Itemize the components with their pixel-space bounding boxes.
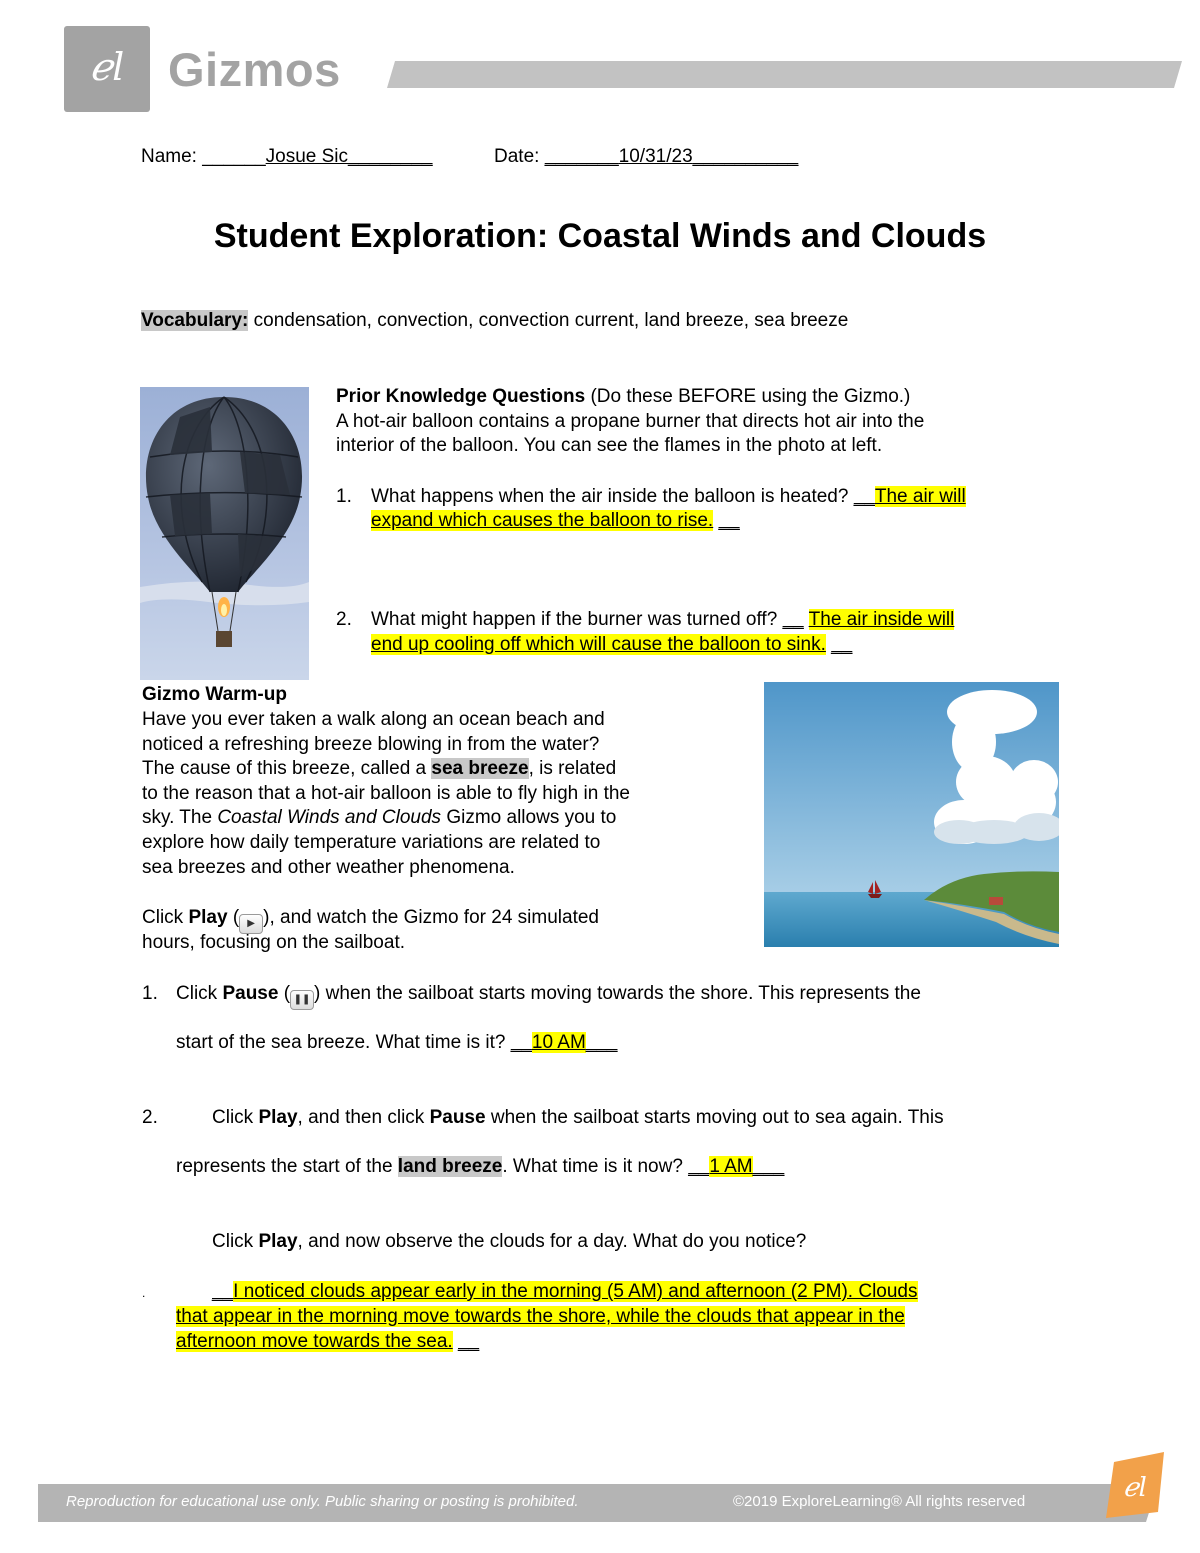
warmup-line-1: Have you ever taken a walk along an ocean beach and xyxy=(142,709,605,730)
prior-q2-answer: The air inside will xyxy=(808,609,955,630)
vocabulary-terms: condensation, convection, convection current, land breeze, sea breeze xyxy=(253,310,849,331)
warmup-line-6: explore how daily temperature variations are related to xyxy=(142,832,601,853)
prior-q1-answer: The air will xyxy=(874,486,966,507)
question-3-answer: I noticed clouds appear early in the morning (5 AM) and afternoon (2 PM). Clouds xyxy=(233,1281,918,1302)
question-2-line-2: represents the start of the land breeze. What time is it now? __1 AM___ xyxy=(176,1156,785,1177)
prior-q2-line-1: What might happen if the burner was turned off? __ The air inside will xyxy=(371,609,955,630)
vocabulary-line xyxy=(141,309,848,333)
question-1-line-2: start of the sea breeze. What time is it? __10 AM___ xyxy=(176,1032,618,1053)
prior-intro-line-1: A hot-air balloon contains a propane burner that directs hot air into the xyxy=(336,411,925,432)
prior-knowledge-heading: Prior Knowledge Questions (Do these BEFORE using the Gizmo.) xyxy=(336,386,911,407)
question-1-number: 1. xyxy=(142,983,158,1004)
question-2-answer: 1 AM xyxy=(709,1156,753,1177)
coastal-scene-image xyxy=(764,682,1059,947)
pause-icon: ❚❚ xyxy=(290,990,314,1010)
student-name: Josue Sic xyxy=(265,146,349,167)
explorelearning-logo-icon: ℯl xyxy=(89,45,125,89)
warmup-line-3: The cause of this breeze, called a sea breeze, is related xyxy=(142,758,617,779)
prior-q1-number: 1. xyxy=(336,486,352,507)
footer-logo-text: ℯl xyxy=(1123,1473,1147,1503)
question-3-bullet: . xyxy=(142,1286,146,1300)
warmup-line-7: sea breezes and other weather phenomena. xyxy=(142,857,515,878)
page-title: Student Exploration: Coastal Winds and Clouds xyxy=(213,217,987,255)
play-icon: ▶ xyxy=(239,914,263,934)
header-bar xyxy=(387,61,1182,88)
warmup-play-line: Click Play ( ▶ ), and watch the Gizmo for 24 simulated xyxy=(142,906,599,934)
warmup-line-4: to the reason that a hot-air balloon is able to fly high in the xyxy=(142,783,630,804)
prior-q2-line-2: end up cooling off which will cause the balloon to sink. __ xyxy=(371,634,853,655)
prior-q1-line-2: expand which causes the balloon to rise. __ xyxy=(371,510,740,531)
sea-breeze-term: sea breeze xyxy=(431,758,529,779)
prior-q1-line-1: What happens when the air inside the balloon is heated? __The air will xyxy=(371,486,966,507)
student-date: 10/31/23 xyxy=(618,146,693,167)
land-breeze-term: land breeze xyxy=(397,1156,503,1177)
warmup-play-line-2: hours, focusing on the sailboat. xyxy=(142,932,406,953)
question-3-answer-line-3: afternoon move towards the sea. __ xyxy=(176,1331,480,1352)
name-line: Name: ______Josue Sic________ xyxy=(141,146,433,167)
question-2-number: 2. xyxy=(142,1107,158,1128)
vocabulary-label: Vocabulary: xyxy=(141,310,249,331)
warmup-line-2: noticed a refreshing breeze blowing in from the water? xyxy=(142,734,600,755)
footer-notice: Reproduction for educational use only. Public sharing or posting is prohibited. xyxy=(66,1493,579,1510)
question-3-answer-line-1: __I noticed clouds appear early in the morning (5 AM) and afternoon (2 PM). Clouds xyxy=(212,1281,918,1302)
question-3-answer-line-2: that appear in the morning move towards the shore, while the clouds that appear in the xyxy=(176,1306,905,1327)
hot-air-balloon-photo xyxy=(140,387,309,680)
question-1-line-1: Click Pause ( ❚❚ ) when the sailboat starts moving towards the shore. This represents the xyxy=(176,982,921,1010)
question-2-line-1: Click Play, and then click Pause when the sailboat starts moving out to sea again. This xyxy=(212,1107,944,1128)
warmup-line-5: sky. The Coastal Winds and Clouds Gizmo allows you to xyxy=(142,807,617,828)
question-1-answer: 10 AM xyxy=(531,1032,586,1053)
brand-name: Gizmos xyxy=(168,43,341,96)
explorelearning-badge-icon xyxy=(1106,1452,1166,1518)
footer-copyright: ©2019 ExploreLearning® All rights reserved xyxy=(733,1493,1026,1510)
prior-q2-number: 2. xyxy=(336,609,352,630)
date-line: Date: _______10/31/23__________ xyxy=(494,146,799,167)
prior-intro-line-2: interior of the balloon. You can see the flames in the photo at left. xyxy=(336,435,883,456)
question-3-line-1: Click Play, and now observe the clouds for a day. What do you notice? xyxy=(212,1231,807,1252)
warmup-heading: Gizmo Warm-up xyxy=(142,684,287,705)
